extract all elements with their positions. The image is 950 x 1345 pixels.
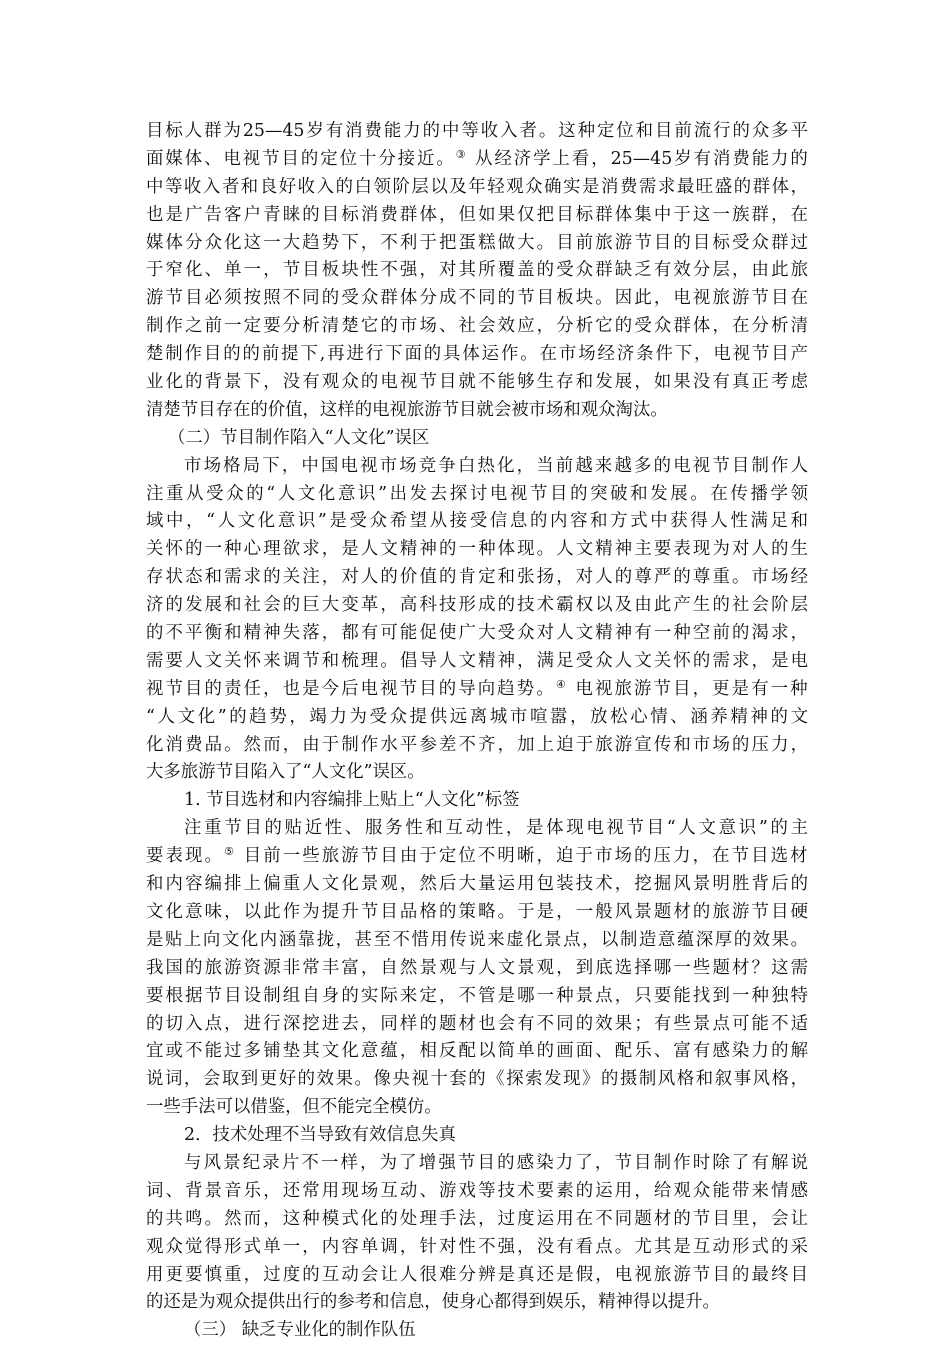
line-text: 文化意味，以此作为提升节目品格的策略。于是，一般风景题材的旅游节目硬 bbox=[146, 901, 808, 922]
text-line bbox=[146, 843, 808, 871]
line-text: （三） 缺乏专业化的制作队伍 bbox=[184, 1320, 416, 1341]
line-text: 需要人文关怀来调节和梳理。倡导人文精神，满足受众人文关怀的需求，是电 bbox=[146, 650, 808, 671]
line-text: 与风景纪录片不一样，为了增强节目的感染力了，节目制作时除了有解说 bbox=[184, 1152, 808, 1173]
line-text: 市场格局下，中国电视市场竞争白热化，当前越来越多的电视节目制作人 bbox=[184, 455, 808, 476]
text-line bbox=[146, 983, 808, 1011]
text-line bbox=[146, 704, 808, 732]
text-line bbox=[146, 620, 808, 648]
section-heading bbox=[146, 1122, 808, 1150]
line-text: 要表现。⑤ 目前一些旅游节目由于定位不明晰，迫于市场的压力，在节目选材 bbox=[146, 845, 808, 867]
line-text: 的还是为观众提供出行的参考和信息，使身心都得到娱乐，精神得以提升。 bbox=[146, 1292, 720, 1313]
line-text: 和内容编排上偏重人文化景观，然后大量运用包装技术，挖掘风景明胜背后的 bbox=[146, 874, 808, 895]
text-line bbox=[146, 1094, 808, 1122]
line-text: 大多旅游节目陷入了“人文化”误区。 bbox=[146, 762, 425, 783]
section-heading bbox=[146, 425, 808, 453]
text-line bbox=[146, 564, 808, 592]
text-line bbox=[146, 425, 808, 453]
text-line bbox=[146, 1038, 808, 1066]
text-line bbox=[146, 815, 808, 843]
footnote-marker: ⑤ bbox=[224, 845, 237, 859]
line-text: 楚制作目的的前提下,再进行下面的具体运作。在市场经济条件下，电视节目产 bbox=[146, 344, 808, 365]
line-text: 清楚节目存在的价值，这样的电视旅游节目就会被市场和观众淘汰。 bbox=[146, 399, 668, 420]
line-text: 说词，会取到更好的效果。像央视十套的《探索发现》的摄制风格和叙事风格， bbox=[146, 1069, 808, 1090]
line-text: 观众觉得形式单一，内容单调，针对性不强，没有看点。尤其是互动形式的采 bbox=[146, 1236, 808, 1257]
text-line bbox=[146, 1178, 808, 1206]
line-text: 视节目的责任，也是今后电视节目的导向趋势。④ 电视旅游节目，更是有一种 bbox=[146, 677, 808, 699]
text-line bbox=[146, 230, 808, 258]
text-line bbox=[146, 1011, 808, 1039]
line-text: 宜或不能过多铺垫其文化意蕴，相反配以简单的画面、配乐、富有感染力的解 bbox=[146, 1041, 808, 1062]
section-heading bbox=[146, 787, 808, 815]
text-line bbox=[146, 118, 808, 146]
text-line bbox=[146, 257, 808, 285]
text-line bbox=[146, 1262, 808, 1290]
text-line bbox=[146, 732, 808, 760]
line-text: 注重节目的贴近性、服务性和互动性，是体现电视节目“人文意识”的主 bbox=[184, 818, 808, 839]
line-text: 词、背景音乐，还常用现场互动、游戏等技术要素的运用，给观众能带来情感 bbox=[146, 1180, 808, 1201]
line-text: 中等收入者和良好收入的白领阶层以及年轻观众确实是消费需求最旺盛的群体， bbox=[146, 176, 808, 197]
line-text: 游节目必须按照不同的受众群体分成不同的节目板块。因此，电视旅游节目在 bbox=[146, 288, 808, 309]
line-text: 用更要慎重，过度的互动会让人很难分辨是真还是假，电视旅游节目的最终目 bbox=[146, 1264, 808, 1285]
text-line bbox=[146, 453, 808, 481]
text-line bbox=[146, 871, 808, 899]
text-line bbox=[146, 1122, 808, 1150]
text-line bbox=[146, 676, 808, 704]
footnote-marker: ③ bbox=[455, 147, 468, 161]
text-line bbox=[146, 202, 808, 230]
line-text: 关怀的一种心理欲求，是人文精神的一种体现。人文精神主要表现为对人的生 bbox=[146, 539, 808, 560]
line-text: 的切入点，进行深挖进去，同样的题材也会有不同的效果；有些景点可能不适 bbox=[146, 1013, 808, 1034]
text-line bbox=[146, 1066, 808, 1094]
text-line bbox=[146, 341, 808, 369]
line-text: 域中，“人文化意识”是受众希望从接受信息的内容和方式中获得人性满足和 bbox=[146, 511, 808, 532]
section-heading bbox=[146, 1317, 808, 1345]
line-text: 制作之前一定要分析清楚它的市场、社会效应，分析它的受众群体，在分析清 bbox=[146, 316, 808, 337]
text-line bbox=[146, 1234, 808, 1262]
line-text: 存状态和需求的关注，对人的价值的肯定和张扬，对人的尊严的尊重。市场经 bbox=[146, 567, 808, 588]
text-line bbox=[146, 1289, 808, 1317]
line-text: 2．技术处理不当导致有效信息失真 bbox=[184, 1125, 456, 1146]
text-line bbox=[146, 1317, 808, 1345]
text-line bbox=[146, 648, 808, 676]
text-line bbox=[146, 397, 808, 425]
paragraph bbox=[146, 1150, 808, 1317]
text-line bbox=[146, 285, 808, 313]
line-text: 业化的背景下，没有观众的电视节目就不能够生存和发展，如果没有真正考虑 bbox=[146, 372, 808, 393]
line-text: 的共鸣。然而，这种模式化的处理手法，过度运用在不同题材的节目里，会让 bbox=[146, 1208, 808, 1229]
line-text: 于窄化、单一，节目板块性不强，对其所覆盖的受众群缺乏有效分层，由此旅 bbox=[146, 260, 808, 281]
text-line bbox=[146, 1150, 808, 1178]
paragraph bbox=[146, 453, 808, 788]
text-line bbox=[146, 313, 808, 341]
text-line bbox=[146, 927, 808, 955]
line-text: 济的发展和社会的巨大变革，高科技形成的技术霸权以及由此产生的社会阶层 bbox=[146, 595, 808, 616]
line-text: 化消费品。然而，由于制作水平参差不齐，加上迫于旅游宣传和市场的压力， bbox=[146, 734, 808, 755]
text-line bbox=[146, 787, 808, 815]
text-line bbox=[146, 174, 808, 202]
line-text: 的不平衡和精神失落，都有可能促使广大受众对人文精神有一种空前的渴求， bbox=[146, 623, 808, 644]
line-text: （二）节目制作陷入“人文化”误区 bbox=[168, 427, 430, 448]
document-page bbox=[146, 118, 808, 1345]
line-text: 是贴上向文化内涵靠拢，甚至不惜用传说来虚化景点，以制造意蕴深厚的效果。 bbox=[146, 929, 808, 950]
text-line bbox=[146, 146, 808, 174]
text-line bbox=[146, 369, 808, 397]
line-text: 要根据节目设制组自身的实际来定，不管是哪一种景点，只要能找到一种独特 bbox=[146, 985, 808, 1006]
line-text: 我国的旅游资源非常丰富，自然景观与人文景观，到底选择哪一些题材？这需 bbox=[146, 957, 808, 978]
footnote-marker: ④ bbox=[555, 677, 568, 691]
text-line bbox=[146, 955, 808, 983]
paragraph bbox=[146, 815, 808, 1122]
text-line bbox=[146, 899, 808, 927]
line-text: 媒体分众化这一大趋势下，不利于把蛋糕做大。目前旅游节目的目标受众群过 bbox=[146, 232, 808, 253]
text-line bbox=[146, 1206, 808, 1234]
line-text: 1. 节目选材和内容编排上贴上“人文化”标签 bbox=[184, 790, 520, 811]
line-text: 面媒体、电视节目的定位十分接近。③ 从经济学上看，25—45岁有消费能力的 bbox=[146, 147, 808, 169]
paragraph bbox=[146, 118, 808, 425]
line-text: 一些手法可以借鉴，但不能完全模仿。 bbox=[146, 1097, 442, 1118]
line-text: 注重从受众的“人文化意识”出发去探讨电视节目的突破和发展。在传播学领 bbox=[146, 483, 808, 504]
text-line bbox=[146, 592, 808, 620]
line-text: 目标人群为25—45岁有消费能力的中等收入者。这种定位和目前流行的众多平 bbox=[146, 121, 808, 141]
text-line bbox=[146, 536, 808, 564]
text-line bbox=[146, 508, 808, 536]
text-line bbox=[146, 759, 808, 787]
line-text: 也是广告客户青睐的目标消费群体，但如果仅把目标群体集中于这一族群，在 bbox=[146, 204, 808, 225]
line-text: “人文化”的趋势，竭力为受众提供远离城市喧嚣，放松心情、涵养精神的文 bbox=[146, 706, 808, 727]
text-line bbox=[146, 481, 808, 509]
